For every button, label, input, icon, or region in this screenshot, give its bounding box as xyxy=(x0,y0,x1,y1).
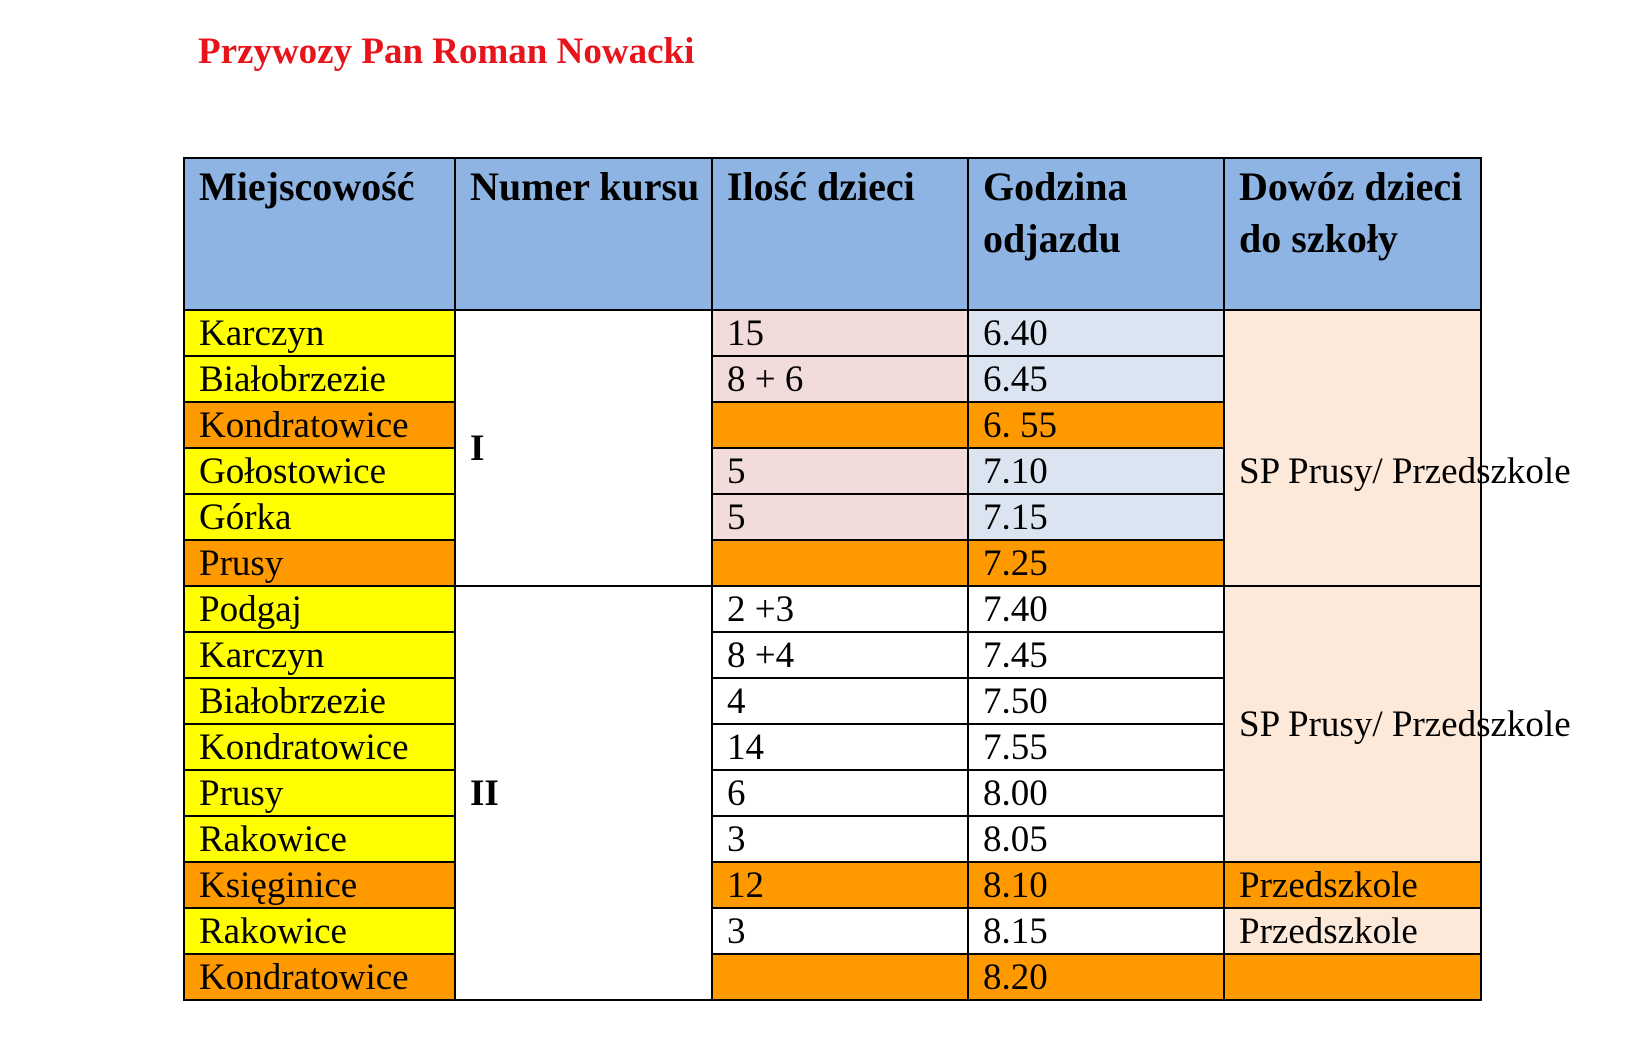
place-cell: Kondratowice xyxy=(184,954,455,1000)
departure-time-cell: 8.15 xyxy=(968,908,1224,954)
destination-cell: SP Prusy/ Przedszkole xyxy=(1224,586,1481,862)
departure-time-cell: 7.55 xyxy=(968,724,1224,770)
departure-time-cell: 6. 55 xyxy=(968,402,1224,448)
departure-time-cell: 7.10 xyxy=(968,448,1224,494)
children-count-cell: 8 +4 xyxy=(712,632,968,678)
table-row xyxy=(184,862,1481,908)
destination-cell xyxy=(1224,954,1481,1000)
children-count-cell: 6 xyxy=(712,770,968,816)
table-row xyxy=(184,908,1481,954)
place-cell: Księginice xyxy=(184,862,455,908)
place-cell: Górka xyxy=(184,494,455,540)
children-count-cell xyxy=(712,540,968,586)
course-number-cell: II xyxy=(455,586,712,1000)
place-cell: Prusy xyxy=(184,540,455,586)
place-cell: Kondratowice xyxy=(184,724,455,770)
place-cell: Rakowice xyxy=(184,908,455,954)
departure-time-cell: 8.00 xyxy=(968,770,1224,816)
children-count-cell xyxy=(712,954,968,1000)
header-destination: Dowóz dzieci do szkoły xyxy=(1224,158,1481,310)
departure-time-cell: 7.15 xyxy=(968,494,1224,540)
place-cell: Karczyn xyxy=(184,632,455,678)
departure-time-cell: 7.45 xyxy=(968,632,1224,678)
destination-cell: Przedszkole xyxy=(1224,908,1481,954)
header-course: Numer kursu xyxy=(455,158,712,310)
header-time: Godzina odjazdu xyxy=(968,158,1224,310)
place-cell: Rakowice xyxy=(184,816,455,862)
place-cell: Gołostowice xyxy=(184,448,455,494)
page-title: Przywozy Pan Roman Nowacki xyxy=(198,31,695,72)
departure-time-cell: 7.50 xyxy=(968,678,1224,724)
departure-time-cell: 8.05 xyxy=(968,816,1224,862)
destination-text: SP Prusy/ Przedszkole xyxy=(1239,450,1571,492)
place-cell: Prusy xyxy=(184,770,455,816)
children-count-cell: 15 xyxy=(712,310,968,356)
children-count-cell: 12 xyxy=(712,862,968,908)
header-place: Miejscowość xyxy=(184,158,455,310)
destination-cell xyxy=(1224,310,1571,586)
departure-time-cell: 8.10 xyxy=(968,862,1224,908)
place-cell: Kondratowice xyxy=(184,402,455,448)
place-cell: Białobrzezie xyxy=(184,678,455,724)
children-count-cell: 2 +3 xyxy=(712,586,968,632)
children-count-cell: 5 xyxy=(712,448,968,494)
children-count-cell: 4 xyxy=(712,678,968,724)
departure-time-cell: 7.40 xyxy=(968,586,1224,632)
children-count-cell: 5 xyxy=(712,494,968,540)
table-row xyxy=(184,310,1481,356)
children-count-cell: 3 xyxy=(712,816,968,862)
table-row xyxy=(184,954,1481,1000)
children-count-cell: 14 xyxy=(712,724,968,770)
transport-schedule-table xyxy=(183,157,1571,1001)
departure-time-cell: 6.45 xyxy=(968,356,1224,402)
departure-time-cell: 8.20 xyxy=(968,954,1224,1000)
table-header-row xyxy=(184,158,1481,310)
header-children: Ilość dzieci xyxy=(712,158,968,310)
course-number-cell: I xyxy=(455,310,712,586)
destination-cell: Przedszkole xyxy=(1224,862,1481,908)
place-cell: Podgaj xyxy=(184,586,455,632)
children-count-cell xyxy=(712,402,968,448)
table-row xyxy=(184,586,1481,632)
children-count-cell: 8 + 6 xyxy=(712,356,968,402)
departure-time-cell: 7.25 xyxy=(968,540,1224,586)
place-cell: Karczyn xyxy=(184,310,455,356)
departure-time-cell: 6.40 xyxy=(968,310,1224,356)
children-count-cell: 3 xyxy=(712,908,968,954)
place-cell: Białobrzezie xyxy=(184,356,455,402)
